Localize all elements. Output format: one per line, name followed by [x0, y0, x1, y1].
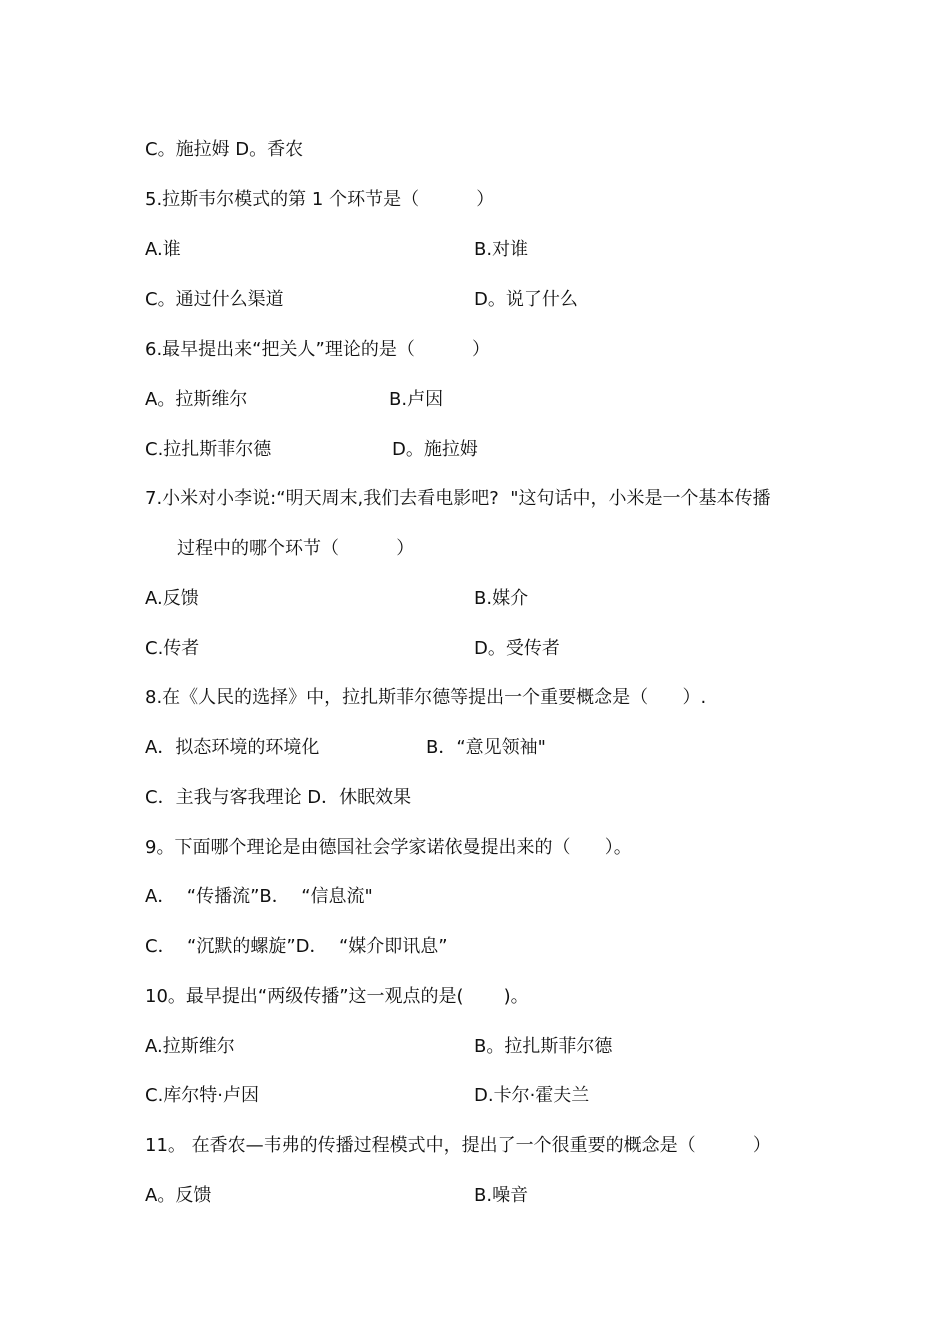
option-d: D。说了什么	[474, 289, 578, 310]
option-b: B.对谁	[474, 239, 529, 260]
option-b: B.卢因	[389, 389, 444, 410]
option-b: B.噪音	[474, 1185, 529, 1206]
option-a: A．拟态环境的环境化	[145, 737, 320, 758]
option-c: C.传者	[145, 638, 200, 659]
question-10: 10。最早提出“两级传播”这一观点的是( )。	[145, 986, 529, 1007]
answer-options-line: C。施拉姆 D。香农	[145, 139, 304, 160]
option-d: D.卡尔·霍夫兰	[474, 1085, 590, 1106]
question-11: 11。 在香农—韦弗的传播过程模式中，提出了一个很重要的概念是（ ）	[145, 1135, 771, 1156]
answer-options-line: A． “传播流”B． “信息流"	[145, 886, 373, 907]
option-a: A。拉斯维尔	[145, 389, 248, 410]
question-6: 6.最早提出来“把关人”理论的是（ ）	[145, 339, 491, 360]
option-b: B．“意见领袖"	[426, 737, 546, 758]
question-7: 7.小米对小李说:“明天周末,我们去看电影吧? "这句话中，小米是一个基本传播	[145, 488, 771, 509]
answer-options-line: C． “沉默的螺旋”D． “媒介即讯息”	[145, 936, 448, 957]
option-d: D。施拉姆	[392, 439, 478, 460]
question-8: 8.在《人民的选择》中，拉扎斯菲尔德等提出一个重要概念是（ ）.	[145, 687, 707, 708]
answer-options-line: C．主我与客我理论 D．休眠效果	[145, 787, 412, 808]
question-9: 9。下面哪个理论是由德国社会学家诺依曼提出来的（ ）。	[145, 837, 632, 858]
option-c: C。通过什么渠道	[145, 289, 284, 310]
option-a: A.反馈	[145, 588, 199, 609]
question-7-continued: 过程中的哪个环节（ ）	[177, 538, 415, 559]
option-a: A.拉斯维尔	[145, 1036, 235, 1057]
question-5: 5.拉斯韦尔模式的第 1 个环节是（ ）	[145, 189, 495, 210]
option-a: A.谁	[145, 239, 181, 260]
option-d: D。受传者	[474, 638, 560, 659]
option-a: A。反馈	[145, 1185, 212, 1206]
option-c: C.库尔特·卢因	[145, 1085, 260, 1106]
option-b: B。拉扎斯菲尔德	[474, 1036, 613, 1057]
option-c: C.拉扎斯菲尔德	[145, 439, 272, 460]
option-b: B.媒介	[474, 588, 529, 609]
